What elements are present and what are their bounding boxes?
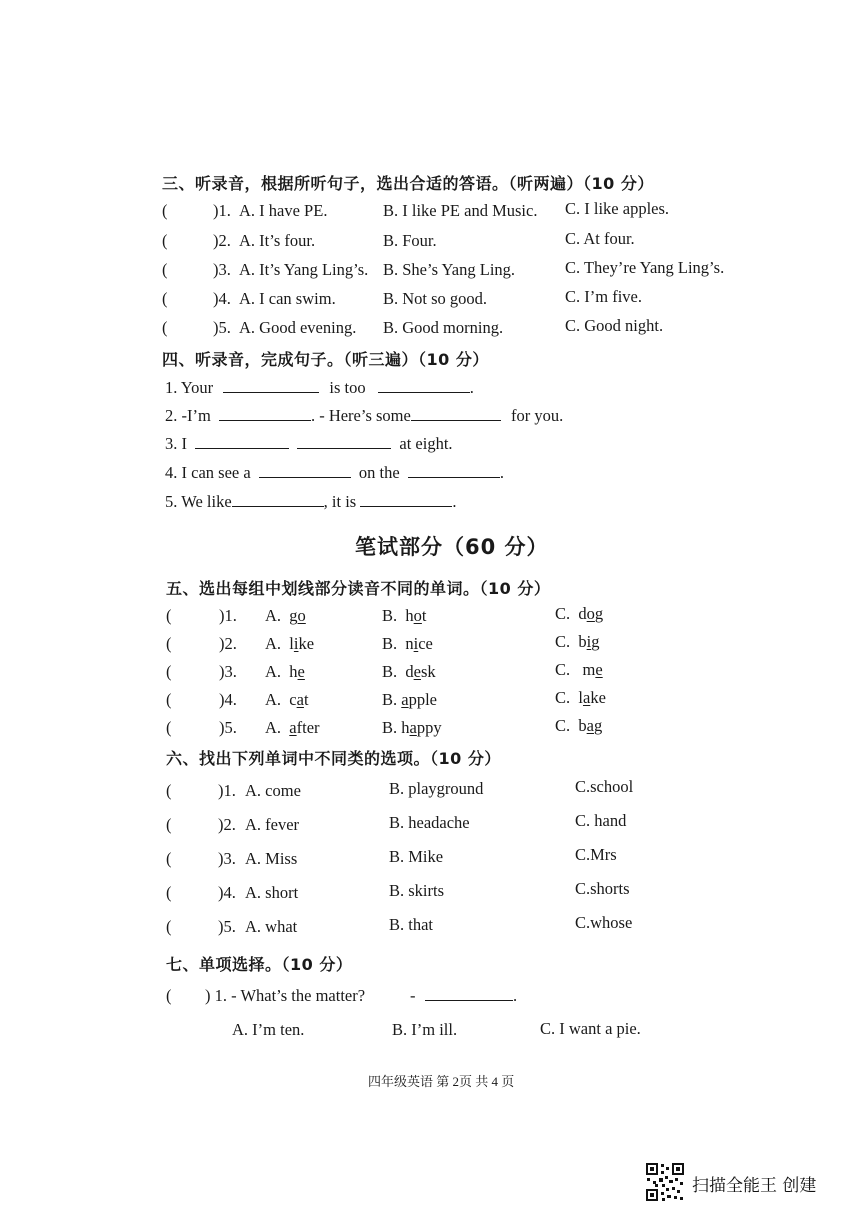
option-a xyxy=(265,662,305,682)
word-part: l xyxy=(578,688,583,707)
option-letter: B. xyxy=(382,690,398,709)
option-c: C. Good night. xyxy=(565,316,664,335)
option-a: A. fever xyxy=(245,815,300,834)
option-b xyxy=(382,634,433,654)
sentence-text: , it is xyxy=(323,492,357,511)
answer-bracket: ( xyxy=(162,231,168,250)
answer-bracket: ( xyxy=(166,634,172,653)
option-c xyxy=(555,604,603,624)
question-number: )2. xyxy=(219,634,237,653)
sentence-4 xyxy=(165,463,504,483)
word-part: c xyxy=(289,690,297,709)
word-part: b xyxy=(578,632,587,651)
sentence-2 xyxy=(165,406,563,426)
option-letter: B. xyxy=(382,634,398,653)
option-letter: B. xyxy=(382,662,398,681)
option-b: B. headache xyxy=(389,813,470,832)
answer-bracket: ( xyxy=(166,883,172,902)
section5-heading: 五、选出每组中划线部分读音不同的单词。（10 分） xyxy=(166,579,551,598)
underlined-letters: e xyxy=(413,662,421,681)
option-a: A. I’m ten. xyxy=(232,1020,305,1039)
question-text: ) 1. - What’s the matter? xyxy=(205,986,366,1005)
answer-bracket: ( xyxy=(166,662,172,681)
option-b: B. Good morning. xyxy=(383,318,504,337)
underlined-letters: a xyxy=(289,718,297,737)
question-number: )1. xyxy=(218,781,236,800)
question-number: )3. xyxy=(218,849,236,868)
sentence-text: 2. -I’m xyxy=(165,406,211,425)
option-a: A. It’s Yang Ling’s. xyxy=(239,260,369,279)
section4-heading: 四、听录音，完成句子。（听三遍）（10 分） xyxy=(162,350,489,369)
qr-code-icon xyxy=(645,1162,685,1202)
underlined-letters: o xyxy=(297,606,306,625)
option-a xyxy=(265,718,320,738)
option-b: B. skirts xyxy=(389,881,445,900)
option-c xyxy=(555,688,606,708)
option-letter: A. xyxy=(265,662,282,681)
word-part: t xyxy=(421,606,427,625)
option-b xyxy=(382,606,426,626)
option-c xyxy=(555,632,599,652)
option-a: A. Good evening. xyxy=(239,318,357,337)
section6-heading: 六、找出下列单词中不同类的选项。（10 分） xyxy=(166,749,501,768)
answer-bracket: ( xyxy=(162,260,168,279)
word-part: ke xyxy=(590,688,606,707)
option-c: C. I’m five. xyxy=(565,287,642,306)
option-c: C.Mrs xyxy=(575,845,617,864)
option-c xyxy=(555,716,602,736)
question-number: )4. xyxy=(218,883,236,902)
answer-bracket: ( xyxy=(166,718,172,737)
option-letter: A. xyxy=(265,606,282,625)
word-part: ke xyxy=(298,634,315,653)
underlined-letters: o xyxy=(586,604,595,623)
section3-heading: 三、听录音，根据所听句子，选出合适的答语。（听两遍）（10 分） xyxy=(162,174,654,193)
sentence-text: 5. We like xyxy=(165,492,232,511)
option-a: A. I can swim. xyxy=(239,289,336,308)
question-number: )4. xyxy=(213,289,231,308)
answer-bracket: ( xyxy=(166,815,172,834)
answer-blank[interactable] xyxy=(259,465,351,478)
sentence-3 xyxy=(165,434,453,454)
option-letter: C. xyxy=(555,688,571,707)
option-b xyxy=(382,690,437,710)
sentence-text: . xyxy=(513,986,518,1005)
option-c: C. hand xyxy=(575,811,627,830)
sentence-text: is too xyxy=(329,378,366,397)
answer-bracket: ( xyxy=(162,318,168,337)
answer-line xyxy=(425,986,517,1006)
option-b: B. Mike xyxy=(389,847,444,866)
word-part: t xyxy=(303,690,309,709)
option-a: A. what xyxy=(245,917,298,936)
word-part: g xyxy=(593,716,603,735)
option-a: A. come xyxy=(245,781,301,800)
sentence-text: . xyxy=(499,463,504,482)
question-number: )1. xyxy=(213,201,231,220)
option-letter: C. xyxy=(555,604,571,623)
sentence-5 xyxy=(165,492,456,512)
option-letter: A. xyxy=(265,634,282,653)
option-letter: C. xyxy=(555,632,571,651)
option-c: C.whose xyxy=(575,913,633,932)
question-number: )4. xyxy=(219,690,237,709)
answer-dash: - xyxy=(410,986,416,1005)
sentence-text: for you. xyxy=(510,406,564,425)
answer-blank[interactable] xyxy=(297,436,391,449)
option-b: B. I’m ill. xyxy=(392,1020,458,1039)
answer-blank[interactable] xyxy=(223,380,319,393)
option-c: C. At four. xyxy=(565,229,635,248)
underlined-letters: e xyxy=(595,660,603,679)
underlined-letters: i xyxy=(293,634,299,653)
answer-blank[interactable] xyxy=(195,436,289,449)
underlined-letters: a xyxy=(296,690,304,709)
option-letter: B. xyxy=(382,606,398,625)
word-part: h xyxy=(289,662,298,681)
answer-blank[interactable] xyxy=(411,408,501,421)
underlined-letters: o xyxy=(413,606,422,625)
option-c: C. I want a pie. xyxy=(540,1019,641,1038)
option-a xyxy=(265,634,314,654)
word-part: g xyxy=(289,606,298,625)
answer-bracket: ( xyxy=(162,201,168,220)
question-number: )5. xyxy=(219,718,237,737)
sentence-text: . xyxy=(452,492,457,511)
option-b: B. Not so good. xyxy=(383,289,488,308)
word-part: b xyxy=(578,716,587,735)
answer-blank[interactable] xyxy=(378,380,470,393)
question-number: )3. xyxy=(213,260,231,279)
word-part: sk xyxy=(420,662,436,681)
written-part-title: 笔试部分（60 分） xyxy=(355,535,549,559)
word-part: d xyxy=(405,662,414,681)
option-letter: B. xyxy=(382,718,398,737)
answer-bracket: ( xyxy=(166,849,172,868)
word-part: g xyxy=(591,632,600,651)
answer-bracket: ( xyxy=(166,606,172,625)
option-b: B. Four. xyxy=(383,231,437,250)
word-part: ce xyxy=(418,634,433,653)
option-a xyxy=(265,690,309,710)
word-part: pple xyxy=(408,690,438,709)
word-part: g xyxy=(594,604,604,623)
option-c: C. I like apples. xyxy=(565,199,670,218)
underlined-letters: a xyxy=(401,690,409,709)
option-c: C. They’re Yang Ling’s. xyxy=(565,258,725,277)
option-a xyxy=(265,606,306,626)
answer-bracket: ( xyxy=(166,781,172,800)
option-c: C.school xyxy=(575,777,634,796)
answer-bracket: ( xyxy=(162,289,168,308)
answer-bracket: ( xyxy=(166,690,172,709)
underlined-letters: i xyxy=(586,632,592,651)
page-footer: 四年级英语 第 2页 共 4 页 xyxy=(368,1074,515,1089)
word-part: n xyxy=(405,634,414,653)
answer-blank[interactable] xyxy=(219,408,311,421)
sentence-text: . xyxy=(469,378,474,397)
answer-blank[interactable] xyxy=(232,494,324,507)
answer-blank[interactable] xyxy=(360,494,452,507)
underlined-letters: a xyxy=(582,688,591,707)
sentence-text: . - Here’s some xyxy=(310,406,411,425)
option-letter: C. xyxy=(555,660,571,679)
option-b: B. She’s Yang Ling. xyxy=(383,260,516,279)
option-b: B. that xyxy=(389,915,433,934)
option-b xyxy=(382,662,436,682)
option-letter: A. xyxy=(265,718,282,737)
option-b: B. I like PE and Music. xyxy=(383,201,538,220)
question-number: )1. xyxy=(219,606,237,625)
section7-heading: 七、单项选择。（10 分） xyxy=(166,955,353,974)
word-part: h xyxy=(405,606,414,625)
option-c xyxy=(555,660,603,680)
answer-bracket: ( xyxy=(166,986,172,1005)
word-part: d xyxy=(578,604,587,623)
word-part: fter xyxy=(296,718,320,737)
word-part: ppy xyxy=(416,718,442,737)
word-part: h xyxy=(401,718,410,737)
option-a: A. It’s four. xyxy=(239,231,316,250)
sentence-1 xyxy=(165,378,474,398)
sentence-text: on the xyxy=(358,463,400,482)
option-a: A. Miss xyxy=(245,849,298,868)
sentence-text: at eight. xyxy=(399,434,453,453)
sentence-text: 3. I xyxy=(165,434,187,453)
option-b: B. playground xyxy=(389,779,484,798)
answer-blank[interactable] xyxy=(408,465,500,478)
question-number: )5. xyxy=(213,318,231,337)
question-number: )2. xyxy=(218,815,236,834)
underlined-letters: a xyxy=(409,718,417,737)
option-a: A. short xyxy=(245,883,299,902)
underlined-letters: e xyxy=(297,662,305,681)
word-part: l xyxy=(289,634,294,653)
option-c: C.shorts xyxy=(575,879,630,898)
question-number: )3. xyxy=(219,662,237,681)
question-number: )5. xyxy=(218,917,236,936)
underlined-letters: i xyxy=(413,634,419,653)
sentence-text: 4. I can see a xyxy=(165,463,251,482)
answer-bracket: ( xyxy=(166,917,172,936)
answer-blank[interactable] xyxy=(425,988,513,1001)
option-letter: A. xyxy=(265,690,282,709)
word-part: m xyxy=(582,660,596,679)
underlined-letters: a xyxy=(586,716,594,735)
option-b xyxy=(382,718,442,738)
option-a: A. I have PE. xyxy=(239,201,328,220)
sentence-text: 1. Your xyxy=(165,378,214,397)
question-number: )2. xyxy=(213,231,231,250)
scanner-caption: 扫描全能王 创建 xyxy=(692,1176,817,1196)
option-letter: C. xyxy=(555,716,571,735)
